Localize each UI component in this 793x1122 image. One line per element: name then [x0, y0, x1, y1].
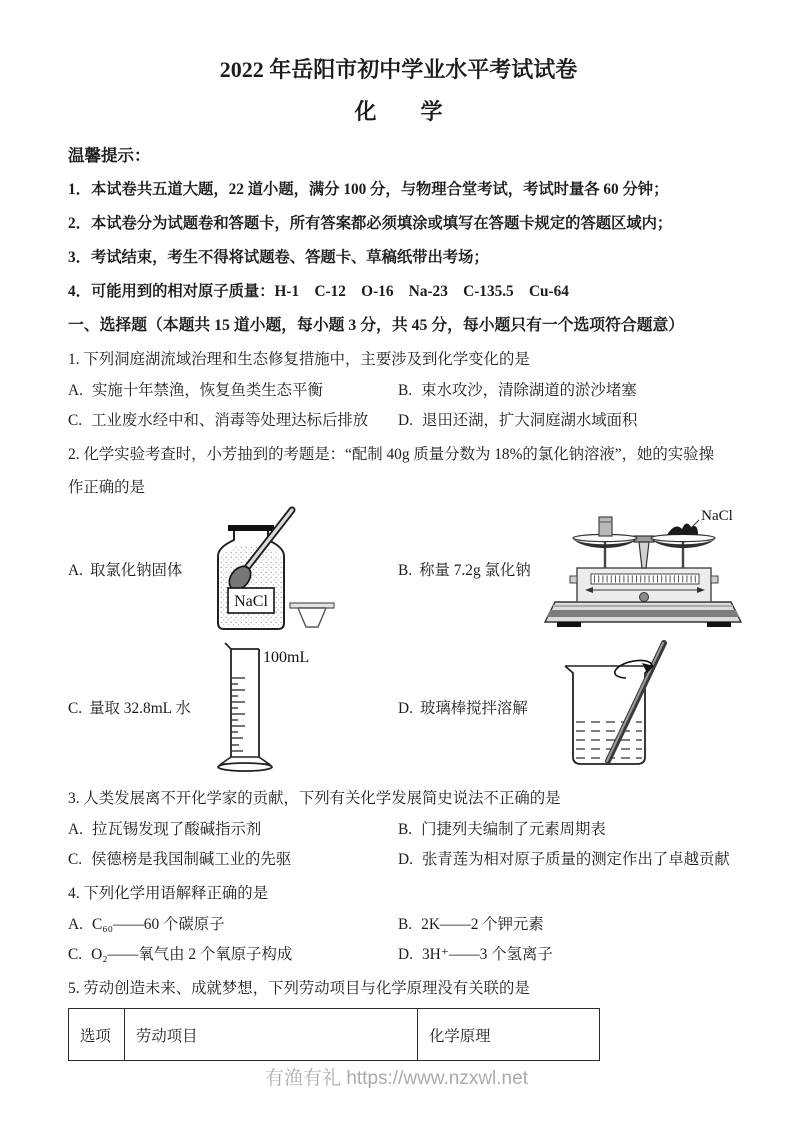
weight-icon	[599, 517, 612, 536]
option-letter: A.	[68, 382, 83, 399]
q5-header-principle: 化学原理	[418, 1009, 600, 1061]
bottle-nacl-label: NaCl	[234, 593, 269, 610]
q5-stem: 5. 劳动创造未来、成就梦想，下列劳动项目与化学原理没有关联的是	[68, 980, 530, 997]
option-text: 称量 7.2g 氯化钠	[419, 562, 531, 579]
q1-stem: 1. 下列洞庭湖流域治理和生态修复措施中，主要涉及到化学变化的是	[68, 351, 530, 368]
q5-header-option: 选项	[69, 1009, 125, 1061]
q5-table-header-row	[69, 1009, 600, 1061]
option-letter: B.	[398, 382, 413, 399]
option-text: 工业废水经中和、消毒等处理达标后排放	[91, 412, 369, 429]
cylinder-capacity-label: 100mL	[262, 649, 309, 666]
option-letter: C.	[68, 412, 83, 429]
q1-option-a	[68, 380, 398, 402]
option-letter: A.	[68, 562, 83, 579]
q5-table	[68, 1008, 600, 1061]
q1-options	[68, 380, 729, 432]
option-letter: C.	[68, 700, 83, 717]
notice-item-3: 3．考试结束，考生不得将试题卷、答题卡、草稿纸带出考场；	[68, 249, 489, 266]
option-letter: B.	[398, 916, 413, 933]
section1-heading: 一、选择题（本题共 15 道小题，每小题 3 分，共 45 分，每小题只有一个选项符合题意）	[68, 317, 685, 334]
balance-pointer	[639, 542, 649, 568]
notice-item-1: 1．本试卷共五道大题，22 道小题，满分 100 分，与物理合堂考试，考试时量各 60 分钟；	[68, 181, 669, 198]
option-letter: B.	[398, 821, 413, 838]
option-letter: C.	[68, 946, 83, 963]
q2-figure-row-ab	[68, 506, 733, 632]
q4-option-d	[398, 944, 729, 966]
option-text: 束水攻沙，清除湖道的淤沙堵塞	[421, 382, 637, 399]
notice-item-2: 2．本试卷分为试题卷和答题卡，所有答案都必须填涂或填写在答题卡规定的答题区域内；	[68, 215, 673, 232]
option-letter: C.	[68, 851, 83, 868]
q2-option-d-label	[398, 696, 528, 718]
option-text: C₆₀——60 个碳原子	[91, 916, 225, 933]
q3-options	[68, 819, 729, 871]
q2-option-b	[398, 506, 747, 632]
balance-figure	[539, 508, 747, 630]
q1-option-d	[398, 410, 729, 432]
option-letter: D.	[398, 412, 413, 429]
q3-option-d	[398, 849, 730, 871]
option-text: 3H⁺——3 个氢离子	[421, 946, 553, 963]
q2-option-c	[68, 638, 398, 776]
q3-option-b	[398, 819, 730, 841]
q4-options	[68, 914, 729, 966]
q2-option-a-label	[68, 558, 182, 580]
option-letter: D.	[398, 946, 413, 963]
q2-option-a	[68, 506, 398, 632]
option-text: 玻璃棒搅拌溶解	[419, 700, 528, 717]
reagent-bottle-figure	[190, 506, 336, 632]
option-text: 侯德榜是我国制碱工业的先驱	[91, 851, 292, 868]
option-text: 实施十年禁渔，恢复鱼类生态平衡	[91, 382, 323, 399]
q3-option-c	[68, 849, 398, 871]
q3-stem: 3. 人类发展离不开化学家的贡献，下列有关化学发展简史说法不正确的是	[68, 790, 561, 807]
option-letter: D.	[398, 851, 413, 868]
option-letter: D.	[398, 700, 413, 717]
q4-option-a	[68, 914, 398, 936]
option-letter: B.	[398, 562, 413, 579]
q2-option-c-label	[68, 696, 191, 718]
q4-option-b	[398, 914, 729, 936]
balance-nacl-label: NaCl	[700, 508, 733, 524]
beaker-stirring-figure	[536, 638, 708, 776]
bottle-stopper-icon	[290, 603, 334, 627]
option-text: 量取 32.8mL 水	[89, 700, 191, 717]
q2-option-d	[398, 638, 729, 776]
graduated-cylinder-figure	[199, 640, 319, 774]
q4-stem: 4. 下列化学用语解释正确的是	[68, 885, 269, 902]
footer-watermark[interactable]: 有渔有礼 https://www.nzxwl.net	[265, 1068, 528, 1089]
q1-option-c	[68, 410, 398, 432]
option-text: 张青莲为相对原子质量的测定作出了卓越贡献	[421, 851, 730, 868]
q1-option-b	[398, 380, 729, 402]
option-letter: A.	[68, 916, 83, 933]
page-title: 2022 年岳阳市初中学业水平考试试卷	[219, 57, 578, 82]
option-text: 取氯化钠固体	[89, 562, 183, 579]
q4-option-c	[68, 944, 398, 966]
option-text: 退田还湖，扩大洞庭湖水域面积	[421, 412, 638, 429]
q5-header-project: 劳动项目	[125, 1009, 418, 1061]
notice-item-4: 4．可能用到的相对原子质量：H-1 C-12 O-16 Na-23 C-135.5 Cu-64	[68, 283, 569, 300]
option-text: O₂——氧气由 2 个氧原子构成	[91, 946, 293, 963]
cylinder-ticks	[232, 678, 245, 751]
subject-title: 化 学	[354, 99, 443, 124]
option-text: 拉瓦锡发现了酸碱指示剂	[91, 821, 262, 838]
q2-stem: 2. 化学实验考查时，小芳抽到的考题是：“配制 40g 质量分数为 18%的氯化钠溶液”，她的实验操作正确的是	[68, 446, 714, 496]
notice-heading: 温馨提示：	[68, 146, 151, 165]
q3-option-a	[68, 819, 398, 841]
q2-option-b-label	[398, 558, 531, 580]
cylinder-outline	[225, 643, 259, 757]
option-text: 门捷列夫编制了元素周期表	[421, 821, 606, 838]
q2-figure-row-cd	[68, 638, 729, 776]
option-letter: A.	[68, 821, 83, 838]
option-text: 2K——2 个钾元素	[421, 916, 544, 933]
bottle-cap	[228, 525, 274, 531]
